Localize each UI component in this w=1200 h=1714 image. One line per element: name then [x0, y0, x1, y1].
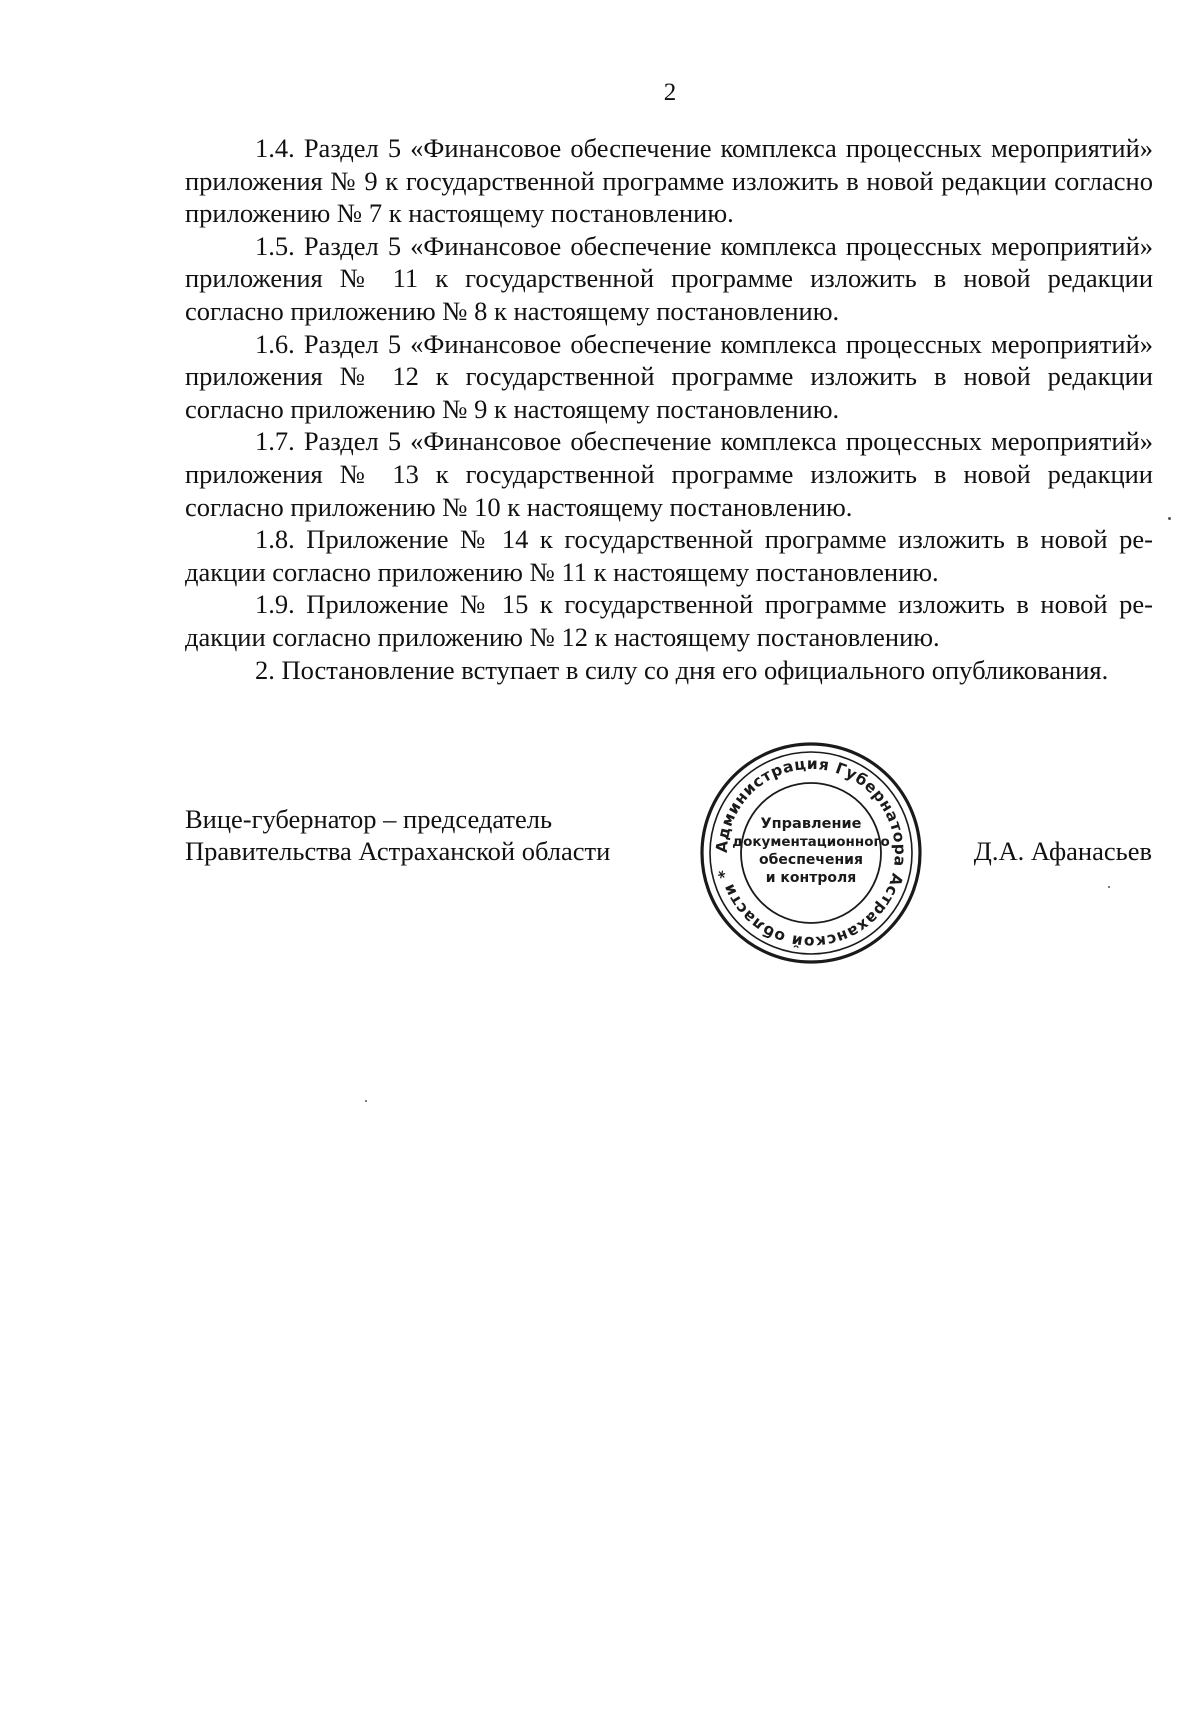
seal-center-line: Управление	[760, 816, 862, 832]
paragraph-1-4: 1.4. Раздел 5 «Финансовое обеспечение комплекса процессных мероприятий» приложения № 9 к государственной программе изложить в новой редакции согласно приложению № 7 к настоящему постановлению.	[185, 133, 1153, 229]
paragraph-1-8: 1.8. Приложение № 14 к государственной программе изложить в новой редакции согласно приложению № 11 к настоящему постановлению.	[185, 524, 1153, 587]
paragraph-1-5: 1.5. Раздел 5 «Финансовое обеспечение комплекса процессных мероприятий» приложения № 11 к государственной программе изложить в новой редакции согласно приложению № 8 к настоящему постановлению.	[185, 230, 1153, 326]
signatory-position	[185, 803, 610, 867]
seal-center-line: и контроля	[765, 870, 857, 886]
signatory-position-line2: Правительства Астраханской области	[185, 836, 611, 866]
scan-speck	[1108, 886, 1110, 888]
seal-center-line: обеспечения	[759, 852, 863, 868]
paragraph-1-6: 1.6. Раздел 5 «Финансовое обеспечение комплекса процессных мероприятий» приложения № 12 к государственной программе изложить в новой редакции согласно приложению № 9 к настоящему постановлению.	[185, 328, 1153, 424]
seal-graphic	[698, 740, 924, 966]
paragraph-1-9: 1.9. Приложение № 15 к государственной программе изложить в новой редакции согласно приложению № 12 к настоящему постановлению.	[185, 589, 1153, 652]
signatory-position-line1: Вице-губернатор – председатель	[185, 804, 553, 834]
official-seal-stamp	[698, 740, 924, 966]
paragraph-2: 2. Постановление вступает в силу со дня его официального опубликования.	[255, 654, 1109, 685]
scan-speck	[1168, 517, 1171, 520]
paragraph-1-7: 1.7. Раздел 5 «Финансовое обеспечение комплекса процессных мероприятий» приложения № 13 к государственной программе изложить в новой редакции согласно приложению № 10 к настоящему постановлению.	[185, 426, 1153, 522]
seal-ring-text: Администрация Губернатора Астраханской области *	[712, 754, 910, 952]
seal-center-line: документационного	[732, 834, 890, 850]
document-body	[185, 132, 1153, 686]
signatory-name: Д.А. Афанасьев	[973, 836, 1152, 866]
page-number: 2	[663, 79, 677, 106]
scan-speck	[365, 1100, 367, 1102]
